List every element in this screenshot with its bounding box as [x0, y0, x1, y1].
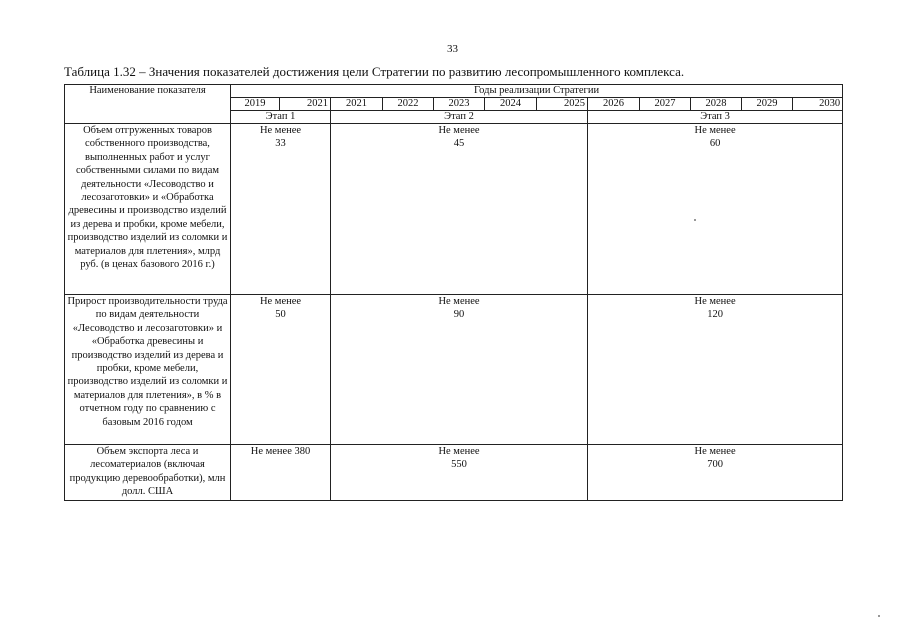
header-row-groups	[65, 85, 843, 98]
header-indicator-name: Наименование показателя	[65, 85, 231, 124]
indicator-name: Объем экспорта леса и лесоматериалов (включая продукцию деревообработки), млн долл. США	[65, 445, 231, 501]
value-prefix: Не менее	[259, 296, 302, 307]
year-cell: 2028	[691, 98, 742, 111]
table-row	[65, 295, 843, 445]
scan-speck	[878, 615, 880, 617]
year-cell: 2026	[588, 98, 640, 111]
year-cell: 2025	[537, 98, 588, 111]
stage-2-value	[331, 295, 588, 445]
table-row	[65, 445, 843, 501]
year-cell: 2021	[331, 98, 383, 111]
stage-1-header: Этап 1	[231, 111, 331, 124]
stage-1-value	[231, 295, 331, 445]
value-prefix: Не менее	[438, 446, 480, 457]
scan-speck	[694, 219, 696, 221]
stage-2-value	[331, 124, 588, 295]
value-prefix: Не менее	[694, 296, 736, 307]
indicator-name: Объем отгруженных товаров собственного производства, выполненных работ и услуг собственными силами по видам деятельности «Лесоводство и лесозаготовки» и «Обработка древесины и производство изделий из дерева и пробки, кроме мебели, производство изделий из соломки и материалов для плетения», млрд руб. (в ценах базового 2016 г.)	[65, 124, 231, 295]
value-prefix: Не менее	[438, 125, 480, 136]
year-cell: 2022	[383, 98, 434, 111]
stage-3-header: Этап 3	[588, 111, 843, 124]
stage-2-header: Этап 2	[331, 111, 588, 124]
value-number: 90	[453, 309, 465, 321]
stage-1-value	[231, 124, 331, 295]
indicators-table	[64, 84, 843, 501]
value-prefix: Не менее 380	[250, 446, 311, 457]
value-number: 550	[451, 459, 467, 471]
table-row	[65, 124, 843, 295]
year-cell: 2019	[231, 98, 280, 111]
year-cell: 2021	[280, 98, 331, 111]
value-prefix: Не менее	[694, 446, 736, 457]
year-cell: 2030	[793, 98, 843, 111]
value-number: 60	[709, 138, 721, 150]
stage-1-value	[231, 445, 331, 501]
value-prefix: Не менее	[438, 296, 480, 307]
value-number: 50	[275, 309, 286, 321]
stage-2-value	[331, 445, 588, 501]
stage-3-value	[588, 295, 843, 445]
indicator-name: Прирост производительности труда по видам деятельности «Лесоводство и лесозаготовки» и «Обработка древесины и производство изделий из дерева и пробки, кроме мебели, производство изделий из соломки и материалов для плетения», в % в отчетном году по сравнению с базовым 2016 годом	[65, 295, 231, 445]
stage-3-value	[588, 445, 843, 501]
year-cell: 2027	[640, 98, 691, 111]
value-number: 33	[275, 138, 286, 150]
value-prefix: Не менее	[694, 125, 736, 136]
value-number: 700	[707, 459, 723, 471]
page-number: 33	[447, 43, 458, 55]
value-number: 120	[707, 309, 723, 321]
value-prefix: Не менее	[259, 125, 302, 136]
year-cell: 2029	[742, 98, 793, 111]
header-years: Годы реализации Стратегии	[231, 85, 843, 98]
value-number: 45	[453, 138, 465, 150]
year-cell: 2023	[434, 98, 485, 111]
stage-3-value	[588, 124, 843, 295]
table-caption: Таблица 1.32 – Значения показателей достижения цели Стратегии по развитию лесопромышленного комплекса.	[64, 64, 685, 79]
year-cell: 2024	[485, 98, 537, 111]
